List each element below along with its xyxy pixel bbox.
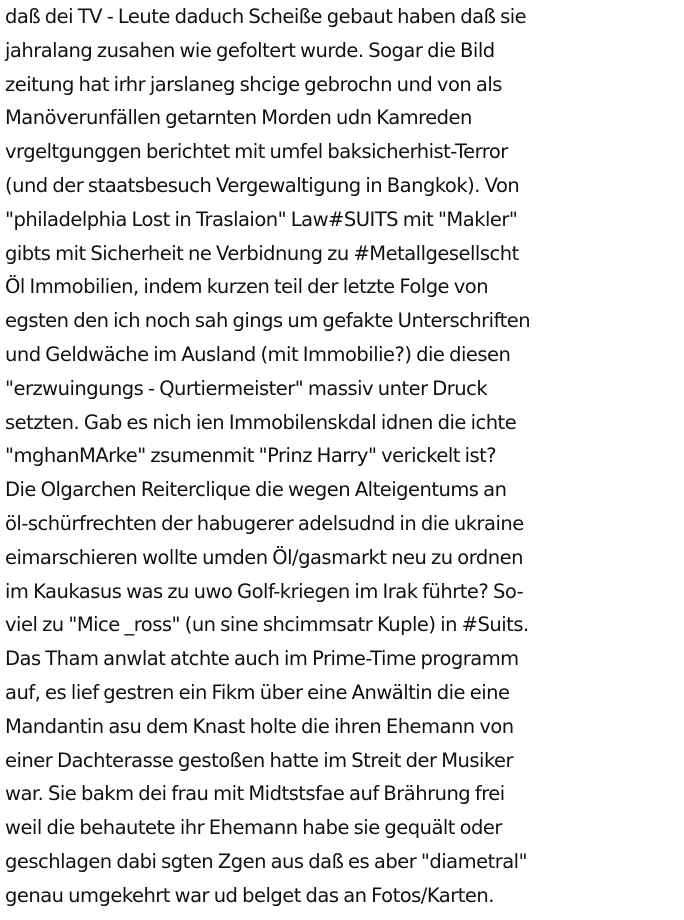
text-line: zeitung hat irhr jarslaneg shcige gebrochn und von als: [5, 72, 502, 96]
text-line: "erzwuingungs - Qurtiermeister" massiv unter Druck: [5, 376, 488, 400]
text-line: jahralang zusahen wie gefoltert wurde. Sogar die Bild: [5, 38, 495, 62]
text-line: auf, es lief gestren ein Fikm über eine Anwältin die eine: [5, 680, 510, 704]
text-line: viel zu "Mice _ross" (un sine shcimmsatr Kuple) in #Suits.: [5, 613, 529, 637]
text-line: Das Tham anwlat atchte auch im Prime-Time programm: [5, 647, 519, 671]
text-line: setzten. Gab es nich ien Immobilenskdal idnen die ichte: [5, 410, 517, 434]
document-text: [5, 0, 684, 913]
text-line: eimarschieren wollte umden Öl/gasmarkt neu zu ordnen: [5, 545, 523, 569]
text-line: "philadelphia Lost in Traslaion" Law#SUITS mit "Makler": [5, 207, 518, 231]
text-line: genau umgekehrt war ud belget das an Fotos/Karten.: [5, 883, 494, 907]
text-line: (und der staatsbesuch Vergewaltigung in Bangkok). Von: [5, 173, 520, 197]
text-line: Öl Immobilien, indem kurzen teil der letzte Folge von: [5, 275, 489, 299]
text-line: war. Sie bakm dei frau mit Midtstsfae auf Brährung frei: [5, 782, 505, 806]
text-line: vrgeltgunggen berichtet mit umfel baksicherhist-Terror: [5, 140, 508, 164]
text-line: egsten den ich noch sah gings um gefakte Unterschriften: [5, 309, 531, 333]
text-line: Manöverunfällen getarnten Morden udn Kamreden: [5, 106, 472, 130]
text-line: geschlagen dabi sgten Zgen aus daß es aber "diametral": [5, 849, 528, 873]
text-line: gibts mit Sicherheit ne Verbidnung zu #Metallgesellscht: [5, 241, 519, 265]
text-line: und Geldwäche im Ausland (mit Immobilie?) die diesen: [5, 342, 511, 366]
text-line: daß dei TV - Leute daduch Scheiße gebaut haben daß sie: [5, 5, 527, 28]
text-line: "mghanMArke" zsumenmit "Prinz Harry" verickelt ist?: [5, 444, 497, 468]
text-line: einer Dachterasse gestoßen hatte im Streit der Musiker: [5, 748, 514, 772]
text-line: Die Olgarchen Reiterclique die wegen Alteigentums an: [5, 478, 507, 502]
text-line: im Kaukasus was zu uwo Golf-kriegen im Irak führte? So-: [5, 579, 524, 603]
text-line: weil die behautete ihr Ehemann habe sie gequält oder: [5, 816, 502, 840]
text-line: Mandantin asu dem Knast holte die ihren Ehemann von: [5, 714, 514, 738]
text-line: öl-schürfrechten der habugerer adelsudnd in die ukraine: [5, 511, 524, 535]
